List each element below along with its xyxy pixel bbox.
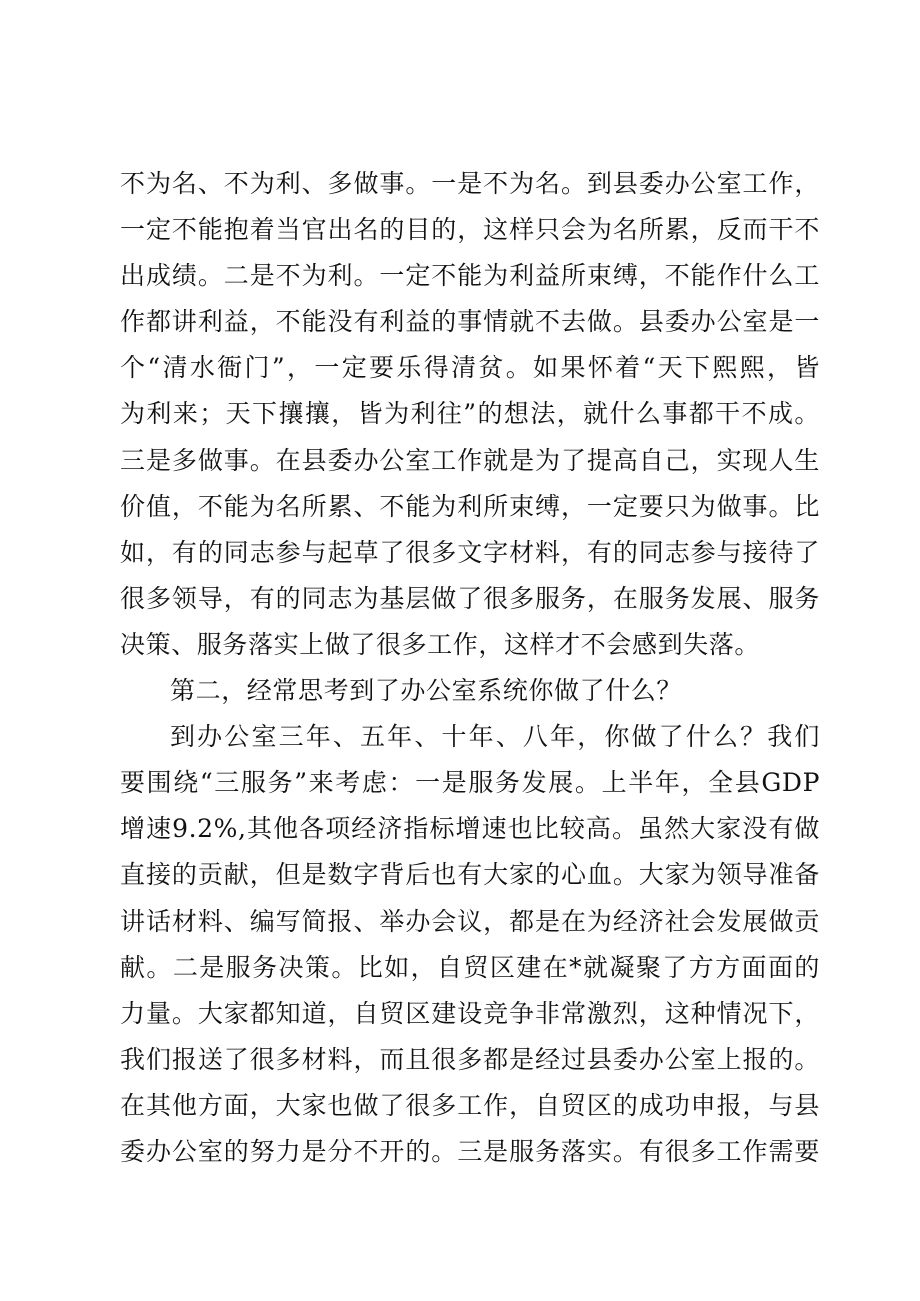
text-line: 力量。大家都知道，自贸区建设竞争非常激烈，这种情况下， bbox=[120, 998, 820, 1028]
text-line: 第二，经常思考到了办公室系统你做了什么？ bbox=[170, 676, 683, 706]
text-line: 我们报送了很多材料，而且很多都是经过县委办公室上报的。 bbox=[120, 1044, 820, 1074]
body-text bbox=[120, 161, 820, 1175]
text-line: 出成绩。二是不为利。一定不能为利益所束缚，不能作什么工 bbox=[120, 261, 820, 291]
text-line: 在其他方面，大家也做了很多工作，自贸区的成功申报，与县 bbox=[120, 1090, 820, 1120]
text-line: 三是多做事。在县委办公室工作就是为了提高自己，实现人生 bbox=[120, 445, 820, 475]
text-line: 如，有的同志参与起草了很多文字材料，有的同志参与接待了 bbox=[120, 537, 820, 567]
text-line: 直接的贡献，但是数字背后也有大家的心血。大家为领导准备 bbox=[120, 860, 820, 890]
text-line: 为利来；天下攘攘，皆为利往”的想法，就什么事都干不成。 bbox=[120, 399, 820, 429]
text-line: 一定不能抱着当官出名的目的，这样只会为名所累，反而干不 bbox=[120, 215, 820, 245]
text-line: 到办公室三年、五年、十年、八年，你做了什么？我们 bbox=[170, 722, 820, 752]
text-line: 作都讲利益，不能没有利益的事情就不去做。县委办公室是一 bbox=[120, 307, 820, 337]
text-line: 不为名、不为利、多做事。一是不为名。到县委办公室工作， bbox=[120, 169, 820, 198]
text-line: 讲话材料、编写简报、举办会议，都是在为经济社会发展做贡 bbox=[120, 906, 820, 936]
text-line: 委办公室的努力是分不开的。三是服务落实。有很多工作需要 bbox=[120, 1136, 820, 1166]
text-line: 献。二是服务决策。比如，自贸区建在*就凝聚了方方面面的 bbox=[120, 952, 820, 982]
text-line: 很多领导，有的同志为基层做了很多服务，在服务发展、服务 bbox=[120, 583, 820, 613]
text-line: 决策、服务落实上做了很多工作，这样才不会感到失落。 bbox=[120, 629, 761, 659]
text-line: 增速9.2%,其他各项经济指标增速也比较高。虽然大家没有做 bbox=[120, 814, 820, 844]
text-line: 要围绕“三服务”来考虑：一是服务发展。上半年，全县GDP bbox=[120, 768, 820, 798]
text-line: 价值，不能为名所累、不能为利所束缚，一定要只为做事。比 bbox=[120, 491, 820, 521]
text-line: 个“清水衙门”，一定要乐得清贫。如果怀着“天下熙熙，皆 bbox=[120, 353, 820, 383]
